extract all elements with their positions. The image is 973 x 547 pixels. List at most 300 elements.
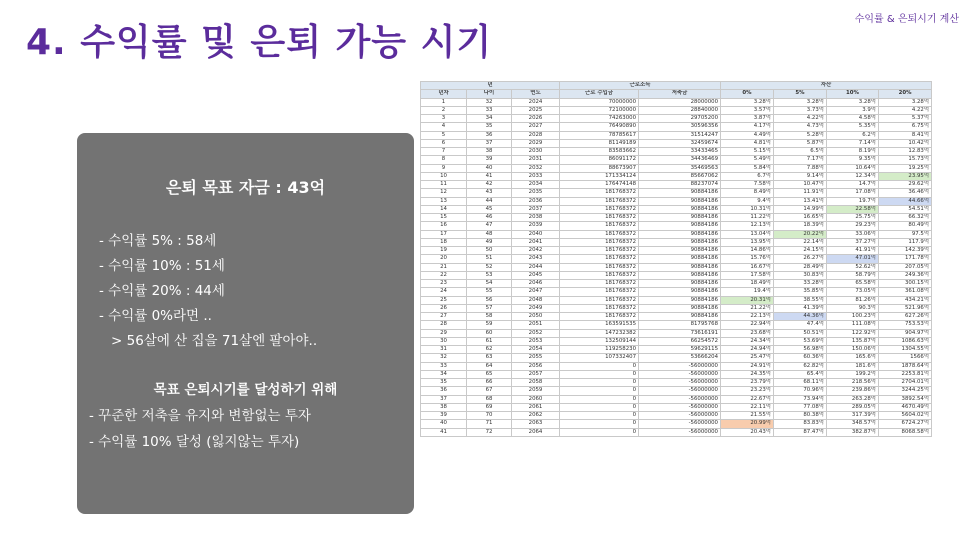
table-cell: 2025 bbox=[512, 106, 560, 114]
column-header: 5% bbox=[774, 90, 827, 98]
table-cell: 8 bbox=[421, 156, 467, 164]
table-cell: 68.11억 bbox=[774, 379, 827, 387]
table-cell: 147232382 bbox=[560, 329, 639, 337]
table-cell: 25 bbox=[421, 296, 467, 304]
table-row bbox=[421, 428, 932, 436]
table-cell: 65 bbox=[467, 370, 512, 378]
table-cell: 67 bbox=[467, 387, 512, 395]
table-cell: 16 bbox=[421, 222, 467, 230]
table-cell: 5.37억 bbox=[879, 115, 932, 123]
table-cell: 12.34억 bbox=[827, 172, 879, 180]
table-cell: 56 bbox=[467, 296, 512, 304]
table-cell: 40 bbox=[421, 420, 467, 428]
table-cell: 181768372 bbox=[560, 230, 639, 238]
table-cell: 3.28억 bbox=[879, 98, 932, 106]
table-cell: 100.23억 bbox=[827, 313, 879, 321]
table-row bbox=[421, 280, 932, 288]
table-cell: 2058 bbox=[512, 379, 560, 387]
table-cell: 2049 bbox=[512, 304, 560, 312]
table-row bbox=[421, 214, 932, 222]
table-cell: 22.14억 bbox=[774, 238, 827, 246]
return-20pct-line: - 수익률 20% : 44세 bbox=[99, 283, 225, 299]
table-cell: 107332407 bbox=[560, 354, 639, 362]
table-cell: 289.05억 bbox=[827, 403, 879, 411]
table-cell: 47 bbox=[467, 222, 512, 230]
table-cell: 13.41억 bbox=[774, 197, 827, 205]
table-cell: 0 bbox=[560, 395, 639, 403]
table-cell: 26.27억 bbox=[774, 255, 827, 263]
table-cell: 9.4억 bbox=[721, 197, 774, 205]
table-cell: 9.35억 bbox=[827, 156, 879, 164]
table-cell: -56000000 bbox=[639, 420, 721, 428]
table-cell: 35469563 bbox=[639, 164, 721, 172]
table-cell: 181.6억 bbox=[827, 362, 879, 370]
column-header: 년차 bbox=[421, 90, 467, 98]
table-cell: 81.26억 bbox=[827, 296, 879, 304]
table-row bbox=[421, 346, 932, 354]
table-cell: 2048 bbox=[512, 296, 560, 304]
table-cell: 66.32억 bbox=[879, 214, 932, 222]
table-body bbox=[421, 98, 932, 436]
table-cell: 4.22억 bbox=[879, 106, 932, 114]
table-cell: 2047 bbox=[512, 288, 560, 296]
table-cell: 47.4억 bbox=[774, 321, 827, 329]
column-header: 저축금 bbox=[639, 90, 721, 98]
table-cell: 33.06억 bbox=[827, 230, 879, 238]
table-cell: 66254572 bbox=[639, 337, 721, 345]
table-cell: 69 bbox=[467, 403, 512, 411]
table-cell: 2029 bbox=[512, 139, 560, 147]
table-cell: 24.34억 bbox=[721, 337, 774, 345]
table-cell: 300.15억 bbox=[879, 280, 932, 288]
table-cell: 55 bbox=[467, 288, 512, 296]
column-header: 근로 수입금 bbox=[560, 90, 639, 98]
table-row bbox=[421, 197, 932, 205]
table-cell: 2036 bbox=[512, 197, 560, 205]
table-cell: 181768372 bbox=[560, 205, 639, 213]
table-cell: 0 bbox=[560, 370, 639, 378]
table-cell: 10.64억 bbox=[827, 164, 879, 172]
table-cell: 90884186 bbox=[639, 230, 721, 238]
table-cell: 12 bbox=[421, 189, 467, 197]
table-cell: 2062 bbox=[512, 412, 560, 420]
table-cell: 2024 bbox=[512, 98, 560, 106]
table-cell: 2055 bbox=[512, 354, 560, 362]
table-cell: 41 bbox=[421, 428, 467, 436]
table-cell: 90884186 bbox=[639, 288, 721, 296]
table-cell: 88237074 bbox=[639, 181, 721, 189]
table-cell: 78785617 bbox=[560, 131, 639, 139]
table-cell: 0 bbox=[560, 362, 639, 370]
asset-table bbox=[420, 81, 932, 437]
table-cell: 2704.01억 bbox=[879, 379, 932, 387]
table-cell: 43 bbox=[467, 189, 512, 197]
table-cell: 57 bbox=[467, 304, 512, 312]
table-cell: 35 bbox=[467, 123, 512, 131]
table-cell: 9 bbox=[421, 164, 467, 172]
table-cell: 59629115 bbox=[639, 346, 721, 354]
table-cell: 90884186 bbox=[639, 271, 721, 279]
group-header-assets: 자산 bbox=[721, 82, 932, 90]
table-cell: 239.86억 bbox=[827, 387, 879, 395]
table-cell: 165.6억 bbox=[827, 354, 879, 362]
table-cell: 83583662 bbox=[560, 148, 639, 156]
table-cell: 21 bbox=[421, 263, 467, 271]
table-cell: 22.94억 bbox=[721, 321, 774, 329]
table-cell: 19.7억 bbox=[827, 197, 879, 205]
table-cell: 13.04억 bbox=[721, 230, 774, 238]
table-cell: 9.14억 bbox=[774, 172, 827, 180]
table-cell: 8068.58억 bbox=[879, 428, 932, 436]
table-cell: 5604.02억 bbox=[879, 412, 932, 420]
table-cell: 30.83억 bbox=[774, 271, 827, 279]
table-cell: 32 bbox=[421, 354, 467, 362]
table-row bbox=[421, 189, 932, 197]
table-cell: 72 bbox=[467, 428, 512, 436]
table-cell: 24.94억 bbox=[721, 346, 774, 354]
table-cell: 18 bbox=[421, 238, 467, 246]
table-row bbox=[421, 387, 932, 395]
table-row bbox=[421, 255, 932, 263]
table-cell: 90884186 bbox=[639, 304, 721, 312]
table-cell: 22.13억 bbox=[721, 313, 774, 321]
table-cell: 181768372 bbox=[560, 280, 639, 288]
table-row bbox=[421, 230, 932, 238]
table-cell: 3.57억 bbox=[721, 106, 774, 114]
table-cell: 38 bbox=[421, 403, 467, 411]
table-cell: 753.53억 bbox=[879, 321, 932, 329]
table-cell: 2050 bbox=[512, 313, 560, 321]
table-cell: 181768372 bbox=[560, 296, 639, 304]
table-cell: 49 bbox=[467, 238, 512, 246]
table-cell: 65.4억 bbox=[774, 370, 827, 378]
table-cell: 19.4억 bbox=[721, 288, 774, 296]
strategy-bullet-2: - 수익률 10% 달성 (잃지않는 투자) bbox=[89, 434, 300, 450]
table-cell: 46 bbox=[467, 214, 512, 222]
table-cell: 25.47억 bbox=[721, 354, 774, 362]
table-cell: 2054 bbox=[512, 346, 560, 354]
table-cell: 218.56억 bbox=[827, 379, 879, 387]
table-cell: 7.88억 bbox=[774, 164, 827, 172]
table-cell: 1 bbox=[421, 98, 467, 106]
table-cell: 4.58억 bbox=[827, 115, 879, 123]
table-cell: 5 bbox=[421, 131, 467, 139]
table-cell: 0 bbox=[560, 379, 639, 387]
table-cell: 2057 bbox=[512, 370, 560, 378]
table-cell: 14 bbox=[421, 205, 467, 213]
table-cell: 2059 bbox=[512, 387, 560, 395]
table-cell: 61 bbox=[467, 337, 512, 345]
table-cell: 18.39억 bbox=[774, 222, 827, 230]
table-cell: 2038 bbox=[512, 214, 560, 222]
table-cell: 45 bbox=[467, 205, 512, 213]
table-cell: 53.69억 bbox=[774, 337, 827, 345]
table-cell: 20.43억 bbox=[721, 428, 774, 436]
table-cell: 111.08억 bbox=[827, 321, 879, 329]
goal-subtitle: 목표 은퇴시기를 달성하기 위해 bbox=[153, 382, 338, 398]
table-cell: 72100000 bbox=[560, 106, 639, 114]
table-cell: 70000000 bbox=[560, 98, 639, 106]
table-cell: 90884186 bbox=[639, 255, 721, 263]
table-cell: 33433465 bbox=[639, 148, 721, 156]
table-row bbox=[421, 370, 932, 378]
table-cell: 66 bbox=[467, 379, 512, 387]
table-cell: 80.49억 bbox=[879, 222, 932, 230]
table-cell: 52 bbox=[467, 263, 512, 271]
table-row bbox=[421, 304, 932, 312]
table-cell: -56000000 bbox=[639, 370, 721, 378]
table-cell: 51 bbox=[467, 255, 512, 263]
table-cell: 20.99억 bbox=[721, 420, 774, 428]
table-cell: 86091172 bbox=[560, 156, 639, 164]
table-cell: 6.5억 bbox=[774, 148, 827, 156]
table-cell: 38.55억 bbox=[774, 296, 827, 304]
table-cell: 181768372 bbox=[560, 222, 639, 230]
table-cell: 1086.63억 bbox=[879, 337, 932, 345]
table-cell: 0 bbox=[560, 387, 639, 395]
table-cell: 90.3억 bbox=[827, 304, 879, 312]
table-cell: 63 bbox=[467, 354, 512, 362]
table-cell: 181768372 bbox=[560, 197, 639, 205]
table-cell: 90884186 bbox=[639, 189, 721, 197]
table-cell: 90884186 bbox=[639, 296, 721, 304]
table-cell: 34436469 bbox=[639, 156, 721, 164]
table-cell: 77.08억 bbox=[774, 403, 827, 411]
strategy-bullet-1: - 꾸준한 저축을 유지와 변함없는 투자 bbox=[89, 408, 311, 424]
table-cell: 181768372 bbox=[560, 247, 639, 255]
table-cell: 10.42억 bbox=[879, 139, 932, 147]
table-cell: 24 bbox=[421, 288, 467, 296]
table-cell: -56000000 bbox=[639, 412, 721, 420]
table-cell: 18.49억 bbox=[721, 280, 774, 288]
table-cell: 39 bbox=[421, 412, 467, 420]
table-row bbox=[421, 247, 932, 255]
table-row bbox=[421, 156, 932, 164]
table-cell: 34 bbox=[421, 370, 467, 378]
table-cell: 59 bbox=[467, 321, 512, 329]
table-cell: 181768372 bbox=[560, 189, 639, 197]
table-cell: 16.67억 bbox=[721, 263, 774, 271]
table-cell: 74263000 bbox=[560, 115, 639, 123]
table-cell: 3.73억 bbox=[774, 106, 827, 114]
table-cell: 33 bbox=[467, 106, 512, 114]
table-cell: 2064 bbox=[512, 428, 560, 436]
table-cell: 6724.27억 bbox=[879, 420, 932, 428]
table-cell: 2053 bbox=[512, 337, 560, 345]
table-cell: 36 bbox=[421, 387, 467, 395]
table-row bbox=[421, 337, 932, 345]
table-cell: 60.36억 bbox=[774, 354, 827, 362]
table-cell: 53 bbox=[467, 271, 512, 279]
group-header-row bbox=[421, 82, 932, 90]
table-cell: 40 bbox=[467, 164, 512, 172]
table-cell: 22.67억 bbox=[721, 395, 774, 403]
table-cell: 181768372 bbox=[560, 255, 639, 263]
table-cell: 30596356 bbox=[639, 123, 721, 131]
table-cell: 14.86억 bbox=[721, 247, 774, 255]
table-cell: 20.31억 bbox=[721, 296, 774, 304]
table-cell: 181768372 bbox=[560, 304, 639, 312]
table-row bbox=[421, 222, 932, 230]
table-cell: 58.79억 bbox=[827, 271, 879, 279]
table-cell: 132509144 bbox=[560, 337, 639, 345]
table-cell: -56000000 bbox=[639, 379, 721, 387]
table-cell: 3.28억 bbox=[774, 98, 827, 106]
table-cell: 31514247 bbox=[639, 131, 721, 139]
table-cell: 52.62억 bbox=[827, 263, 879, 271]
table-cell: 41.91억 bbox=[827, 247, 879, 255]
table-cell: 32 bbox=[467, 98, 512, 106]
table-cell: 44 bbox=[467, 197, 512, 205]
table-cell: 17.08억 bbox=[827, 189, 879, 197]
table-cell: 16.65억 bbox=[774, 214, 827, 222]
table-cell: 2056 bbox=[512, 362, 560, 370]
table-cell: 348.57억 bbox=[827, 420, 879, 428]
table-cell: 2060 bbox=[512, 395, 560, 403]
table-cell: 29.62억 bbox=[879, 181, 932, 189]
table-cell: 23 bbox=[421, 280, 467, 288]
table-cell: 904.97억 bbox=[879, 329, 932, 337]
table-cell: 8.49억 bbox=[721, 189, 774, 197]
table-cell: 142.39억 bbox=[879, 247, 932, 255]
table-cell: 5.28억 bbox=[774, 131, 827, 139]
table-cell: 90884186 bbox=[639, 214, 721, 222]
table-cell: 60 bbox=[467, 329, 512, 337]
table-cell: 171334124 bbox=[560, 172, 639, 180]
table-cell: 2026 bbox=[512, 115, 560, 123]
table-row bbox=[421, 313, 932, 321]
table-row bbox=[421, 139, 932, 147]
table-cell: 70.96억 bbox=[774, 387, 827, 395]
table-cell: 24.15억 bbox=[774, 247, 827, 255]
asset-spreadsheet bbox=[420, 81, 931, 437]
table-cell: 90884186 bbox=[639, 222, 721, 230]
table-row bbox=[421, 98, 932, 106]
table-cell: 2052 bbox=[512, 329, 560, 337]
table-row bbox=[421, 321, 932, 329]
table-row bbox=[421, 296, 932, 304]
slide-title: 4. 수익률 및 은퇴 가능 시기 bbox=[26, 22, 493, 63]
table-cell: 150.06억 bbox=[827, 346, 879, 354]
table-cell: 521.96억 bbox=[879, 304, 932, 312]
table-cell: 20 bbox=[421, 255, 467, 263]
table-cell: 10 bbox=[421, 172, 467, 180]
table-cell: 2035 bbox=[512, 189, 560, 197]
table-cell: 33.28억 bbox=[774, 280, 827, 288]
table-cell: 2063 bbox=[512, 420, 560, 428]
table-cell: 14.99억 bbox=[774, 205, 827, 213]
column-header-row bbox=[421, 90, 932, 98]
group-header-income: 근로소득 bbox=[560, 82, 721, 90]
table-cell: 361.08억 bbox=[879, 288, 932, 296]
column-header: 0% bbox=[721, 90, 774, 98]
table-cell: 2032 bbox=[512, 164, 560, 172]
table-cell: 19.25억 bbox=[879, 164, 932, 172]
table-cell: 83.83억 bbox=[774, 420, 827, 428]
table-row bbox=[421, 164, 932, 172]
table-cell: 2039 bbox=[512, 222, 560, 230]
table-cell: 37 bbox=[421, 395, 467, 403]
table-cell: 21.55억 bbox=[721, 412, 774, 420]
table-row bbox=[421, 115, 932, 123]
table-cell: -56000000 bbox=[639, 395, 721, 403]
table-cell: 2034 bbox=[512, 181, 560, 189]
table-cell: 199.2억 bbox=[827, 370, 879, 378]
table-cell: 90884186 bbox=[639, 280, 721, 288]
table-cell: 35.85억 bbox=[774, 288, 827, 296]
table-cell: 4670.49억 bbox=[879, 403, 932, 411]
table-cell: 11.91억 bbox=[774, 189, 827, 197]
table-cell: 263.28억 bbox=[827, 395, 879, 403]
table-cell: 65.58억 bbox=[827, 280, 879, 288]
table-cell: 11 bbox=[421, 181, 467, 189]
table-row bbox=[421, 379, 932, 387]
table-cell: 13 bbox=[421, 197, 467, 205]
table-row bbox=[421, 329, 932, 337]
table-cell: 2044 bbox=[512, 263, 560, 271]
table-cell: 42 bbox=[467, 181, 512, 189]
table-cell: 39 bbox=[467, 156, 512, 164]
table-cell: 48 bbox=[467, 230, 512, 238]
table-cell: 2061 bbox=[512, 403, 560, 411]
table-cell: 44.66억 bbox=[879, 197, 932, 205]
table-cell: 37 bbox=[467, 139, 512, 147]
table-cell: 23.79억 bbox=[721, 379, 774, 387]
table-cell: 23.95억 bbox=[879, 172, 932, 180]
table-row bbox=[421, 238, 932, 246]
table-cell: 2043 bbox=[512, 255, 560, 263]
table-cell: 81795768 bbox=[639, 321, 721, 329]
house-note-line: > 56살에 산 집을 71살엔 팔아야.. bbox=[111, 333, 318, 349]
group-header-year: 년 bbox=[421, 82, 560, 90]
table-cell: 44.36억 bbox=[774, 313, 827, 321]
table-cell: 23.23억 bbox=[721, 387, 774, 395]
table-cell: 34 bbox=[467, 115, 512, 123]
column-header: 10% bbox=[827, 90, 879, 98]
table-cell: 2 bbox=[421, 106, 467, 114]
table-cell: 22 bbox=[421, 271, 467, 279]
table-cell: -56000000 bbox=[639, 362, 721, 370]
table-cell: 3 bbox=[421, 115, 467, 123]
table-cell: 7 bbox=[421, 148, 467, 156]
table-cell: 181768372 bbox=[560, 288, 639, 296]
table-cell: 0 bbox=[560, 403, 639, 411]
table-cell: 90884186 bbox=[639, 238, 721, 246]
table-cell: 33 bbox=[421, 362, 467, 370]
table-cell: 2027 bbox=[512, 123, 560, 131]
table-row bbox=[421, 288, 932, 296]
table-cell: 176474148 bbox=[560, 181, 639, 189]
return-10pct-line: - 수익률 10% : 51세 bbox=[99, 258, 225, 274]
table-cell: 119258230 bbox=[560, 346, 639, 354]
column-header: 연도 bbox=[512, 90, 560, 98]
table-cell: 22.11억 bbox=[721, 403, 774, 411]
table-cell: 90884186 bbox=[639, 205, 721, 213]
table-cell: 11.22억 bbox=[721, 214, 774, 222]
table-row bbox=[421, 123, 932, 131]
table-cell: 4 bbox=[421, 123, 467, 131]
table-cell: 163591535 bbox=[560, 321, 639, 329]
table-cell: 6.2억 bbox=[827, 131, 879, 139]
table-cell: 35 bbox=[421, 379, 467, 387]
table-cell: 2040 bbox=[512, 230, 560, 238]
table-row bbox=[421, 362, 932, 370]
table-cell: 382.87억 bbox=[827, 428, 879, 436]
table-cell: 53666204 bbox=[639, 354, 721, 362]
table-row bbox=[421, 131, 932, 139]
table-cell: 10.31억 bbox=[721, 205, 774, 213]
table-cell: 0 bbox=[560, 420, 639, 428]
